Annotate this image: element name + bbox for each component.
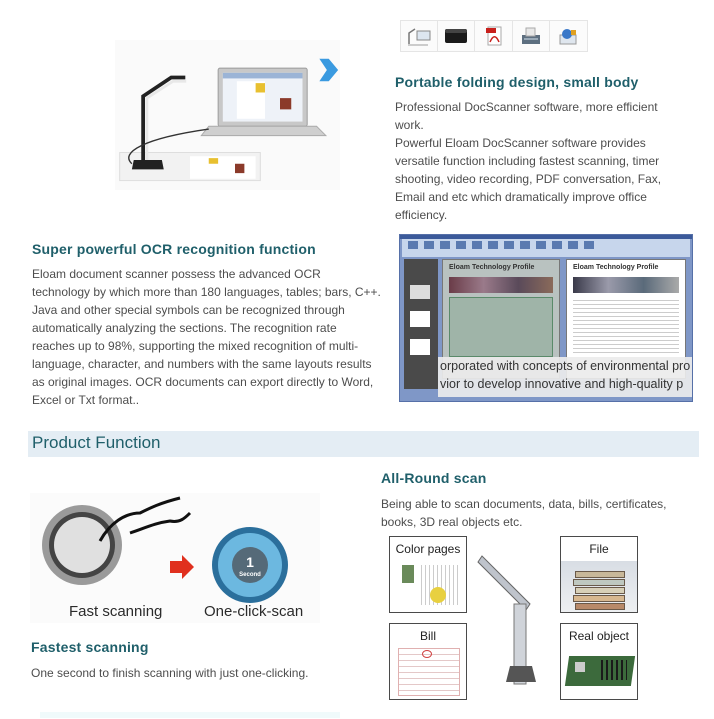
- left-doc-title: Eloam Technology Profile: [449, 264, 535, 271]
- fastest-scanning-text: One second to finish scanning with just one-clicking.: [31, 666, 309, 680]
- one-click-scan-caption: One-click-scan: [204, 603, 304, 620]
- thumbnail-fax[interactable]: [513, 21, 550, 51]
- badge-unit: Second: [239, 572, 261, 578]
- text-line: automatically analyzing the sections. The recognition rate: [32, 321, 337, 335]
- thumbnail-device[interactable]: [438, 21, 475, 51]
- ocr-heading: Super powerful OCR recognition function: [32, 241, 316, 257]
- text-line: Excel or Txt format..: [32, 393, 140, 407]
- bottom-band: [40, 712, 340, 718]
- text-line: books, 3D real objects etc.: [381, 515, 523, 529]
- all-round-scan-text: [381, 495, 701, 531]
- scanner-laptop-illustration: [115, 40, 340, 190]
- text-line: versatile function including fastest scanning, timer: [395, 154, 660, 168]
- right-doc-title: Eloam Technology Profile: [573, 264, 659, 271]
- overlay-text-line: orporated with concepts of environmental pro: [440, 359, 691, 373]
- panel-label: Color pages: [395, 542, 461, 556]
- fastest-scanning-heading: Fastest scanning: [31, 639, 149, 655]
- overlay-text-line: vior to develop innovative and high-quality p: [440, 377, 684, 391]
- text-line: language, character, and numbers with the same layouts results: [32, 357, 372, 371]
- ocr-software-screenshot: [399, 234, 693, 402]
- badge-number: 1: [246, 554, 254, 570]
- text-line: reaches up to 98%, supporting the mixed recognition of multi-: [32, 339, 359, 353]
- panel-label: Bill: [419, 629, 436, 643]
- thumbnail-email[interactable]: [550, 21, 587, 51]
- panel-real-object: [560, 623, 638, 700]
- folding-scanner-image: [470, 548, 550, 688]
- text-line: efficiency.: [395, 208, 448, 222]
- text-line: work.: [395, 118, 424, 132]
- ocr-text: [32, 265, 397, 409]
- text-line: Email and etc which dramatically improve office: [395, 190, 647, 204]
- text-line: Powerful Eloam DocScanner software provides: [395, 136, 646, 150]
- text-line: technology by which more than 180 languages, tables; bars, C++.: [32, 285, 381, 299]
- panel-label: File: [589, 542, 609, 556]
- product-function-title: Product Function: [32, 433, 161, 452]
- panel-label: Real object: [568, 629, 630, 643]
- text-line: Professional DocScanner software, more efficient: [395, 100, 658, 114]
- all-round-scan-heading: All-Round scan: [381, 470, 487, 486]
- text-line: shooting, video recording, PDF conversation, Fax,: [395, 172, 662, 186]
- black-device-icon: [442, 25, 470, 47]
- portable-design-heading: Portable folding design, small body: [395, 74, 639, 90]
- feature-thumbnail-strip: [400, 20, 588, 52]
- text-line: Java and other special symbols can be recognized through: [32, 303, 345, 317]
- panel-color-pages: [389, 536, 467, 613]
- fax-machine-icon: [517, 25, 545, 47]
- thumbnail-pdf[interactable]: [475, 21, 512, 51]
- text-line: Eloam document scanner possess the advanced OCR: [32, 267, 321, 281]
- panel-bill: [389, 623, 467, 700]
- scanner-laptop-icon: [405, 25, 433, 47]
- email-icon: [554, 25, 582, 47]
- portable-design-text: [395, 98, 695, 224]
- text-line: Being able to scan documents, data, bills, certificates,: [381, 497, 667, 511]
- thumbnail-scanner[interactable]: [401, 21, 438, 51]
- fast-scanning-caption: Fast scanning: [69, 603, 163, 620]
- panel-file: [560, 536, 638, 613]
- text-line: as original images. OCR documents can export directly to Word,: [32, 375, 374, 389]
- pdf-file-icon: [480, 25, 508, 47]
